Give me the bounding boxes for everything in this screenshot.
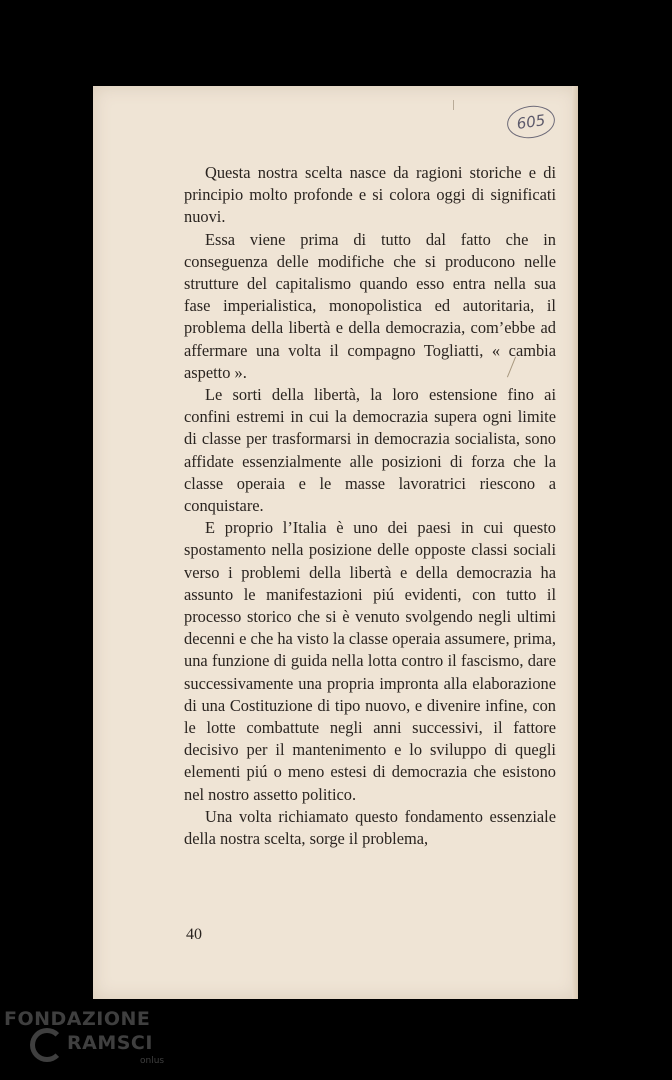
watermark-line2: RAMSCI	[67, 1032, 153, 1054]
fondazione-gramsci-watermark	[4, 1008, 174, 1076]
paragraph: E proprio l’Italia è uno dei paesi in cui questo spostamento nella posizione delle opposte classi sociali verso i problemi della libertà e della democrazia ha assunto le manifestazioni piú evidenti, con tutto il processo storico che si è venuto svolgendo negli ultimi decenni e che ha visto la classe operaia assumere, prima, una funzione di guida nella lotta contro il fascismo, dare successivamente una propria impronta alla elaborazione di una Costituzione di tipo nuovo, e divenire infine, con le lotte combattute negli anni successivi, il fattore decisivo per il mantenimento e lo sviluppo di quegli elementi piú o meno estesi di democrazia che esistono nel nostro assetto politico.	[184, 518, 556, 804]
paragraph: Questa nostra scelta nasce da ragioni storiche e di principio molto profonde e si colora oggi di significati nuovi.	[184, 163, 556, 227]
page-number: 40	[186, 926, 202, 943]
book-page	[93, 86, 578, 999]
archive-stamp: 605	[505, 103, 557, 141]
body-text	[184, 162, 556, 850]
paragraph: Essa viene prima di tutto dal fatto che in conseguenza delle modifiche che si producono nelle strutture del capitalismo quando esso entra nella sua fase imperialistica, monopolistica ed autoritaria, il problema della libertà e della democrazia, com’ebbe ad affermare una volta il compagno Togliatti, « cambia aspetto ».	[184, 229, 556, 382]
paragraph: Le sorti della libertà, la loro estensione fino ai confini estremi in cui la democrazia supera ogni limite di classe per trasformarsi in democrazia socialista, sono affidate essenzialmente alle posizioni di forza che la classe operaia e le masse lavoratrici riescono a conquistare.	[184, 385, 556, 516]
watermark-suffix: onlus	[140, 1056, 165, 1066]
page-edge	[572, 86, 578, 999]
watermark-g-logo-icon	[30, 1028, 64, 1062]
watermark-line1: FONDAZIONE	[4, 1008, 151, 1030]
paragraph: Una volta richiamato questo fondamento essenziale della nostra scelta, sorge il problema,	[184, 806, 556, 849]
pencil-mark	[453, 100, 454, 110]
